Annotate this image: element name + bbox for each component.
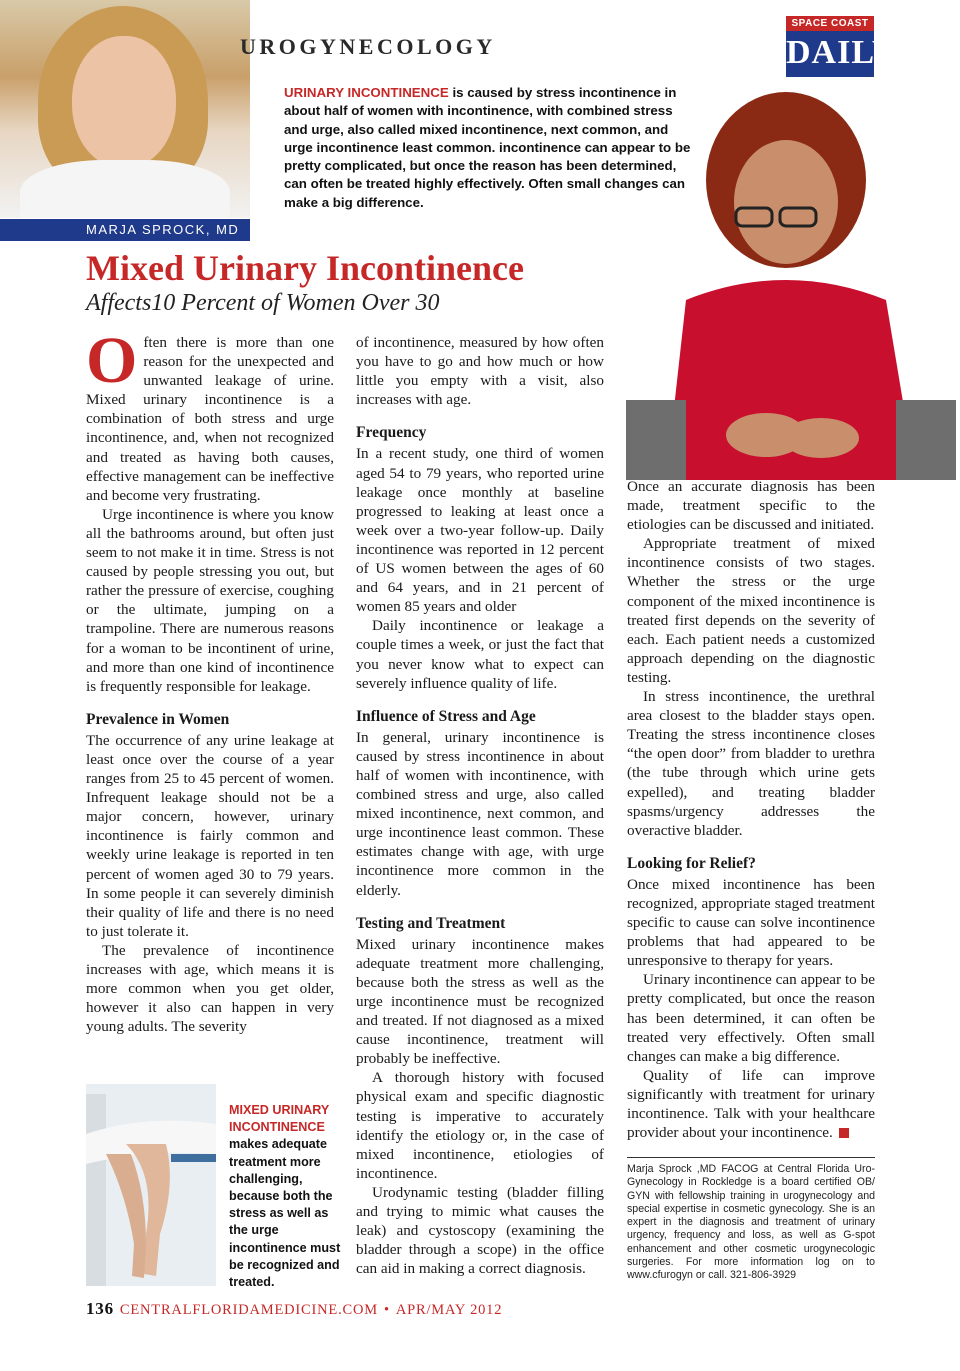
- body-paragraph: Mixed urinary incontinence makes adequate treatment more challenging, because both the stress as well as the urge incontinence must be recognized and treated. If not diagnosed as a mixed cause incontinence, treatment will probably be ineffective.: [356, 935, 604, 1068]
- body-paragraph: Urge incontinence is where you know all the bathrooms around, but often just seem to not make it in time. Stress is not caused by people stressing you out, but rather the pressure of exercise, coughing or the ultimate, jumping on a trampoline. There are numerous reasons for a woman to be incontinent of urine, and more than one kind of incontinence is frequently responsible for leakage.: [86, 505, 334, 695]
- subhead-prevalence: Prevalence in Women: [86, 710, 230, 728]
- footer-bullet: •: [383, 1302, 390, 1318]
- caption-rest: makes adequate treatment more challenging, because both the stress as well as the urge incontinence must be recognized and treated.: [229, 1137, 341, 1290]
- intro-rest: is caused by stress incontinence in about half of women with incontinence, with combined stress and urge, also called mixed incontinence, next common, and urge incontinence least common. incontinence can appear to be pretty complicated, but once the reason has been determined, can often be treated highly effectively. Often small changes can make a big difference.: [284, 85, 691, 210]
- author-name-bar: MARJA SPROCK, MD: [0, 219, 250, 241]
- space-coast-daily-logo: [786, 16, 923, 77]
- column-3: [627, 477, 875, 1142]
- column-1: [86, 324, 334, 1036]
- body-paragraph: Quality of life can improve significantly with treatment for urinary incontinence. Talk with your healthcare provider about your incontinence.: [627, 1066, 875, 1142]
- footer-site: CENTRALFLORIDAMEDICINE.COM: [119, 1302, 378, 1318]
- body-paragraph: Urodynamic testing (bladder filling and trying to mimic what causes the leak) and cystoscopy (examining the bladder through a scope) in the office can aid in making a correct diagnosis.: [356, 1183, 604, 1278]
- body-paragraph: In stress incontinence, the urethral area closest to the bladder stays open. Treating the stress incontinence closes “the open door” from bladder to urethra (the tube through which urine gets expelled), and treating bladder spasms/urgency addresses the overactive bladder.: [627, 688, 875, 839]
- body-paragraph: The prevalence of incontinence increases with age, which means it is more common when you get older, however it also can happen in very young adults. The severity: [86, 941, 334, 1036]
- column-2: [356, 333, 604, 1278]
- end-mark: [839, 1128, 849, 1138]
- body-paragraph: The occurrence of any urine leakage at least once over the course of a year ranges from 25 to 45 percent of women. Infrequent leakage should not be a major concern, however, urinary incontinence is fairly common and weekly urine leakage is reported in ten percent of women aged 30 to 79 years. In some people it can severely diminish their quality of life and there is no need to just tolerate it.: [86, 731, 334, 940]
- subhead-frequency: Frequency: [356, 424, 427, 442]
- woman-photo: [626, 80, 956, 480]
- body-paragraph: of incontinence, measured by how often you have to go and how much or how little you empty with a visit, also increases with age.: [356, 334, 604, 409]
- caption-lead: MIXED URINARY INCONTINENCE: [229, 1103, 330, 1135]
- author-bio: Marja Sprock ,MD FACOG at Central Florida Uro-Gynecology in Rockledge is a board certified OB/ GYN with fellowship training in urogynecology and special expertise in cosmetic gynecology. She is an expert in the diagnosis and treatment of urinary urgency, frequency and loss, as well as G-spot enhancement and other cosmetic urogynecologic surgeries. For more information log on to www.cfurogyn or call. 321-806-3929: [627, 1163, 875, 1282]
- body-paragraph: In general, urinary incontinence is caused by stress incontinence in about half of women with incontinence, with combined stress and urge, also called mixed incontinence, next common, and urge incontinence least common. These estimates change with age, with urge incontinence more common in the elderly.: [356, 728, 604, 899]
- page-number: 136: [86, 1299, 114, 1318]
- body-paragraph: In a recent study, one third of women aged 54 to 79 years, who reported urine leakage once monthly at baseline progressed to leaking at least once a week over a two-year follow-up. Daily incontinence was reported in 12 percent of US women between the ages of 60 and 64 years, and in 21 percent of women 85 years and older: [356, 445, 604, 616]
- subhead-influence: Influence of Stress and Age: [356, 707, 536, 725]
- body-paragraph: Once an accurate diagnosis has been made, treatment specific to the etiologies can be discussed and initiated.: [627, 478, 875, 534]
- author-portrait: [0, 0, 250, 218]
- article-subtitle: Affects10 Percent of Women Over 30: [86, 290, 440, 316]
- body-paragraph: Urinary incontinence can appear to be pretty complicated, but once the reason has been determined, it can often be treated very effectively. Often small changes can make a big difference.: [627, 971, 875, 1065]
- logo-main-text: DAILY.com: [786, 31, 874, 77]
- footer-issue: APR/MAY 2012: [395, 1302, 503, 1318]
- drop-cap: O: [86, 324, 138, 397]
- body-paragraph: Often there is more than one reason for the unexpected and unwanted leakage of urine. Mixed urinary incontinence is a combination of both stress and urge incontinence, and, when not recognized and treated as having both causes, effective management can be ineffective and become very frustrating.: [86, 324, 334, 504]
- section-label: UROGYNECOLOGY: [240, 34, 496, 59]
- body-paragraph: Appropriate treatment of mixed incontinence consists of two stages. Whether the stress or the urge component of the mixed incontinence is treated first depends on the severity of each. Each patient needs a customized approach depending on the diagnostic testing.: [627, 535, 875, 686]
- article-title: Mixed Urinary Incontinence: [86, 248, 524, 288]
- legs-photo: [86, 1084, 216, 1286]
- body-paragraph: Daily incontinence or leakage a couple times a week, or just the fact that you never know what to expect can severely influence quality of life.: [356, 617, 604, 692]
- page-footer: [86, 1299, 502, 1319]
- intro-lead: URINARY INCONTINENCE: [284, 85, 449, 100]
- subhead-testing: Testing and Treatment: [356, 914, 506, 932]
- body-paragraph: A thorough history with focused physical exam and specific diagnostic testing is imperative to accurately identify the etiology or, in the case of mixed incontinence, etiologies of incontinence.: [356, 1069, 604, 1182]
- subhead-relief: Looking for Relief?: [627, 854, 756, 872]
- logo-top-text: SPACE COAST: [786, 16, 874, 31]
- bio-divider: [627, 1157, 875, 1158]
- body-paragraph: Once mixed incontinence has been recognized, appropriate staged treatment specific to cause can solve incontinence problems that had appeared to be unresponsive to therapy for years.: [627, 875, 875, 970]
- photo-caption: [229, 1102, 341, 1291]
